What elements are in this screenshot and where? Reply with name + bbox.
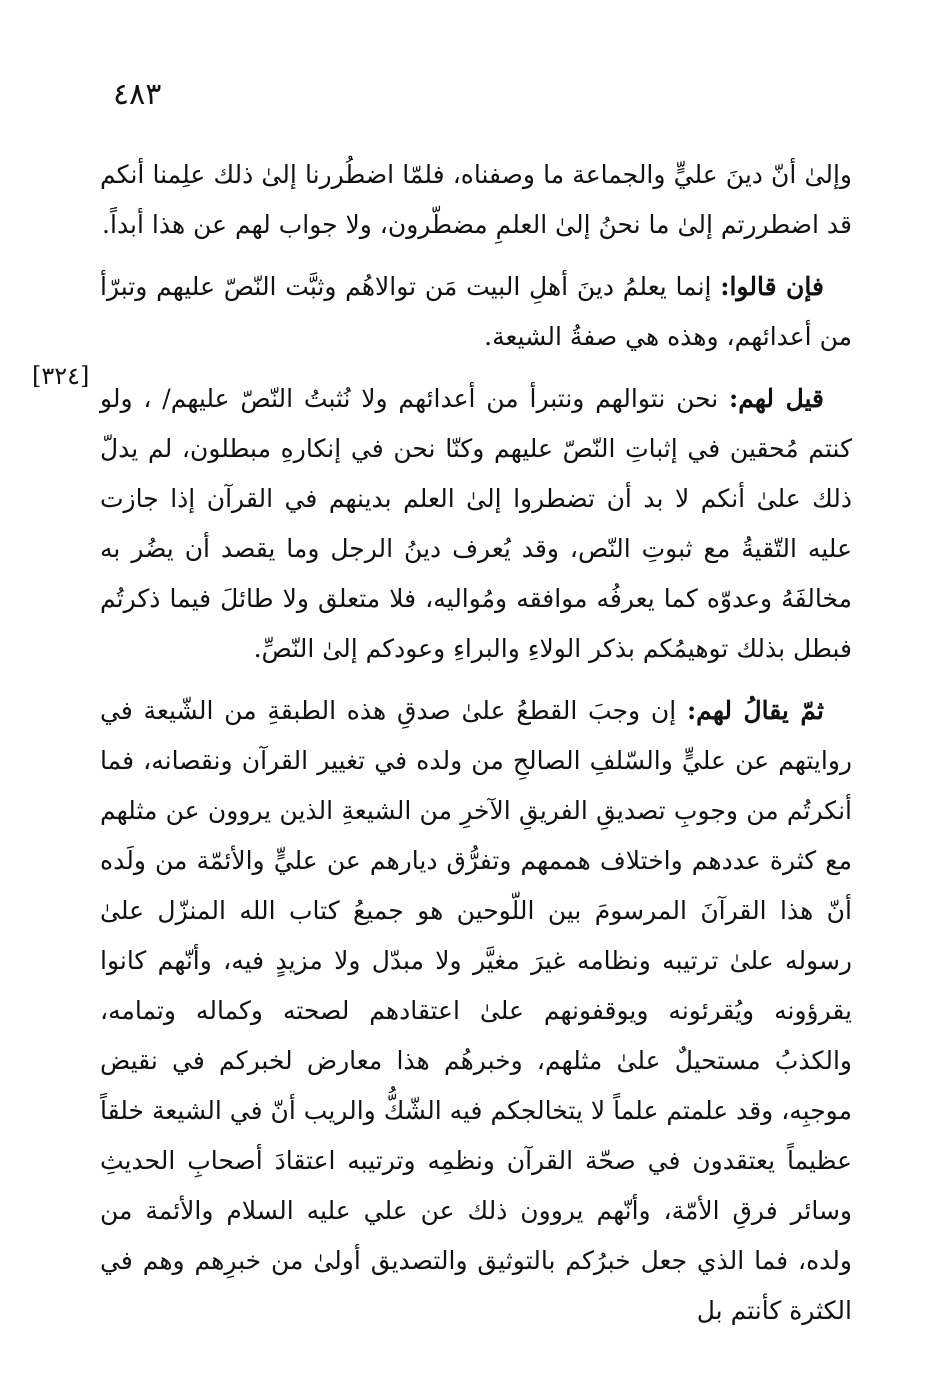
- paragraph-text: إن وجبَ القطعُ علىٰ صدقِ هذه الطبقةِ من الشّيعة في روايتهم عن عليٍّ والسّلفِ الصالحِ من ولده في تغيير القرآن ونقصانه، فما أنكرتُم من وجوبِ تصديقِ الفريقِ الآخرِ من الشيعةِ الذين يروون عن مثلهم مع كثرة عددهم واختلاف هممهم وتفرُّق ديارهم عن عليٍّ والأئمّة من ولَده أنّ هذا القرآنَ المرسومَ بين اللّوحين هو جميعُ كتاب الله المنزّل علىٰ رسوله علىٰ ترتيبه ونظامه غيرَ مغيَّر ولا مبدّل ولا مزيدٍ فيه، وأنّهم كانوا يقرؤونه ويُقرئونه ويوقفونهم علىٰ اعتقادهم لصحته وكماله وتمامه، والكذبُ مستحيلٌ علىٰ مثلهم، وخبرهُم هذا معارض لخبركم في نقيض موجبِه، وقد علمتم علماً لا يتخالجكم فيه الشّكُّ والريب أنّ في الشيعة خلقاً عظيماً يعتقدون في صحّة القرآن ونظمِه وترتيبه اعتقادَ أصحابِ الحديثِ وسائر فرقِ الأمّة، وأنّهم يروون ذلك عن علي عليه السلام والأئمة من ولده، فما الذي جعل خبرُكم بالتوثيق والتصديق أولىٰ من خبرِهم وهم في الكثرة كأنتم بل: [100, 696, 852, 1325]
- paragraph: [100, 374, 852, 674]
- paragraph-text: نحن نتوالهم ونتبرأ من أعدائهم ولا نُثبتُ النّصّ عليهم/ ، ولو كنتم مُحقين في إثباتِ النّصّ عليهم وكنّا نحن في إنكارهِ مبطلون، لم يدلّ ذلك علىٰ أنكم لا بد أن تضطروا إلىٰ العلم بدينهم في القرآن إذا جازت عليه التّقيةُ مع ثبوتِ النّص، وقد يُعرف دينُ الرجل وما يقصد أن يضُر به مخالفَهُ وعدوّه كما يعرفُه موافقه ومُواليه، فلا متعلق ولا طائلَ فيما ذكرتُم فبطل بذلك توهيمُكم بذكر الولاءِ والبراءِ وعودكم إلىٰ النّصِّ.: [100, 384, 852, 663]
- paragraph-lead: قيل لهم:: [729, 384, 825, 413]
- page-number: ٤٨٣: [113, 77, 162, 112]
- paragraph: [100, 686, 852, 1336]
- paragraph: [100, 150, 852, 250]
- paragraph-text: إنما يعلمُ دينَ أهلِ البيت مَن توالاهُم وثبَّت النّصّ عليهم وتبرّأ من أعدائهم، وهذه هي صفةُ الشيعة.: [100, 272, 852, 351]
- paragraph-text: وإلىٰ أنّ دينَ عليٍّ والجماعة ما وصفناه، فلمّا اضطُررنا إلىٰ ذلك علِمنا أنكم قد اضطررتم إلىٰ ما نحنُ إلىٰ العلمِ مضطّرون، ولا جواب لهم عن هذا أبداً.: [100, 160, 852, 239]
- paragraph-lead: فإن قالوا:: [720, 272, 824, 301]
- margin-page-reference: [٣٢٤]: [32, 362, 90, 390]
- body-text: [100, 150, 852, 1348]
- paragraph: [100, 262, 852, 362]
- paragraph-lead: ثمّ يقالُ لهم:: [686, 696, 824, 725]
